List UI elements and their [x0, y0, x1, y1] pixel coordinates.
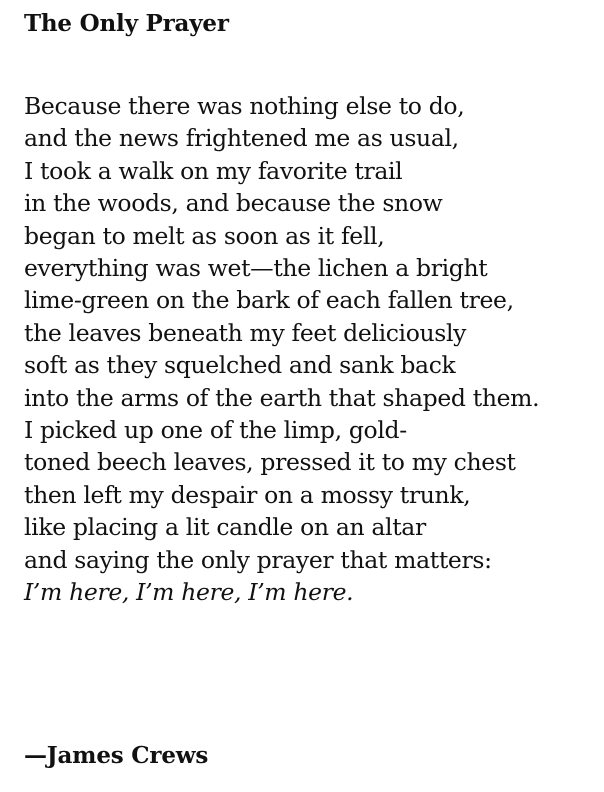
poem-line: the leaves beneath my feet deliciously [24, 318, 467, 347]
poem-author: —James Crews [24, 742, 209, 769]
poem-title: The Only Prayer [24, 10, 229, 37]
poem-line: lime-green on the bark of each fallen tree, [24, 286, 514, 315]
poem-line: then left my despair on a mossy trunk, [24, 480, 471, 509]
poem-line: in the woods, and because the snow [24, 189, 443, 218]
poem-line: and the news frightened me as usual, [24, 124, 459, 153]
poem-line: into the arms of the earth that shaped them. [24, 383, 540, 412]
poem-line: I picked up one of the limp, gold- [24, 416, 407, 445]
poem-line: soft as they squelched and sank back [24, 351, 456, 380]
poem-line: toned beech leaves, pressed it to my chest [24, 448, 516, 477]
poem-line: Because there was nothing else to do, [24, 92, 465, 120]
poem-body [24, 90, 539, 609]
poem-line: began to melt as soon as it fell, [24, 221, 385, 250]
poem-line: everything was wet—the lichen a bright [24, 254, 488, 283]
poem-line: I took a walk on my favorite trail [24, 156, 403, 185]
poem-final-line: I’m here, I’m here, I’m here. [24, 578, 354, 607]
poem-line: and saying the only prayer that matters: [24, 545, 492, 574]
poem-line: like placing a lit candle on an altar [24, 513, 426, 542]
